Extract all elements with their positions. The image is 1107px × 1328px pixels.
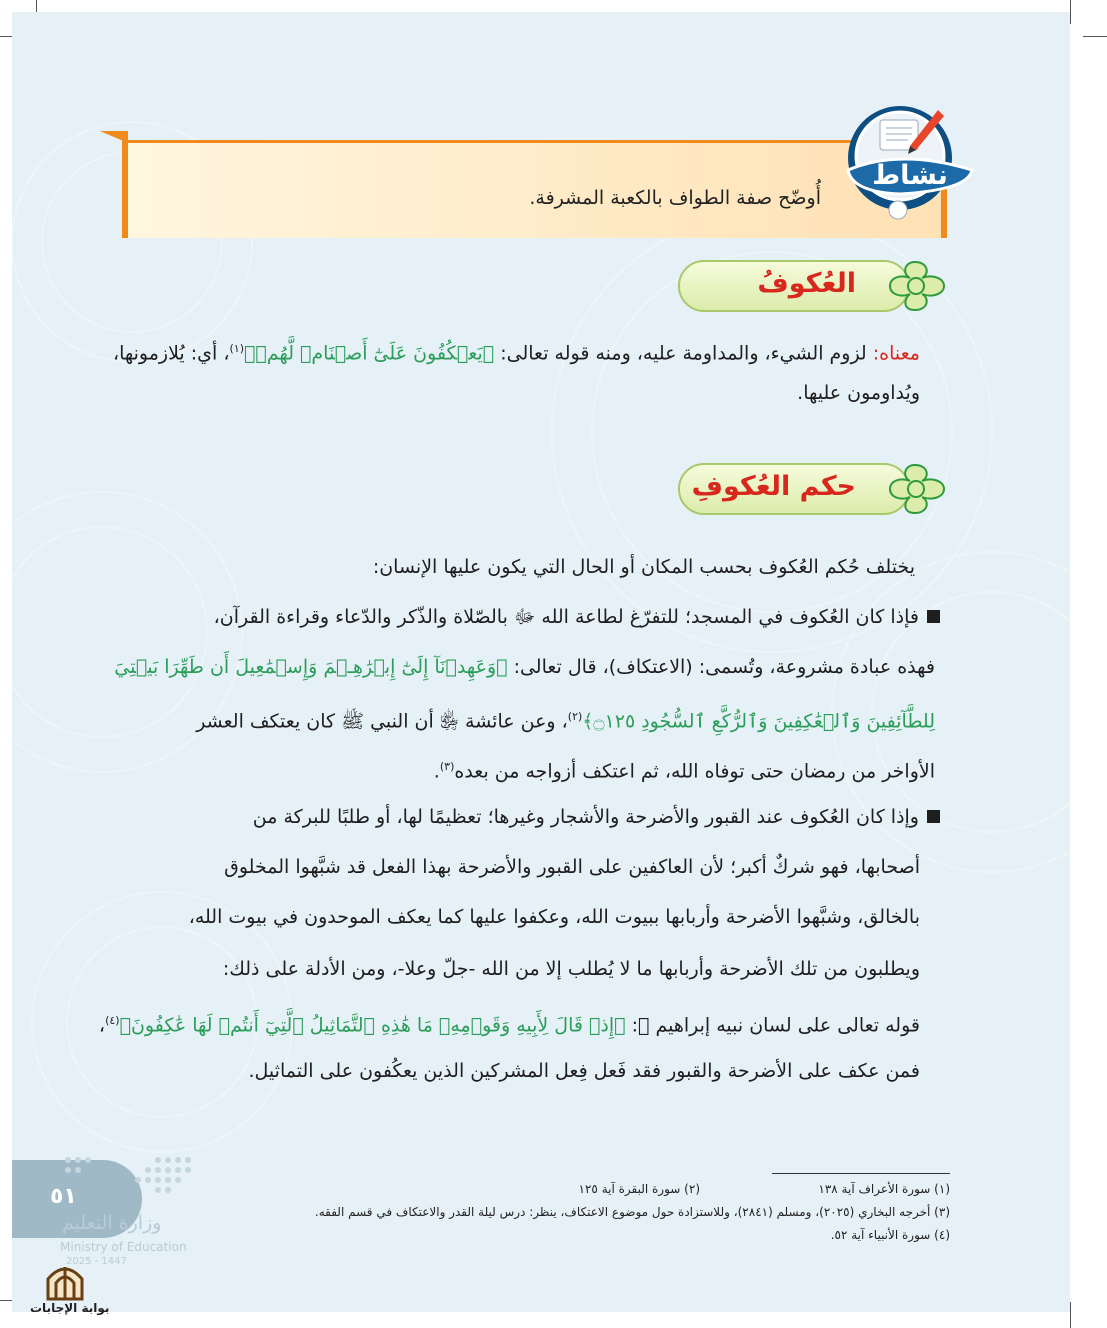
bullet-2-line-6: فمن عكف على الأضرحة والقبور فقد فَعل فِعل المشركين الذين يعكُفون على التماثيل.: [248, 1060, 920, 1082]
footnote-ref: (٤): [105, 1014, 120, 1027]
section-heading-itikaf-ruling: [678, 461, 948, 517]
crop-mark: [1070, 1302, 1071, 1328]
meaning-line-1: معناه: لزوم الشيء، والمداومة عليه، ومنه قوله تعالى: ﴿يَعۡكُفُونَ عَلَىٰٓ أَصۡنَامٖ لَّهُمۡ﴾$^{(١)}$، أي: يُلازمونها،: [112, 342, 920, 365]
footnote-2: (٢) سورة البقرة آية ١٢٥: [578, 1182, 700, 1196]
quran-verse: ﴿وَعَهِدۡنَآ إِلَىٰٓ إِبۡرَٰهِـۧمَ وَإِسۡمَٰعِيلَ أَن طَهِّرَا بَيۡتِيَ: [114, 656, 508, 678]
footnote-1: (١) سورة الأعراف آية ١٣٨: [818, 1182, 950, 1196]
footnote-ref: (١): [229, 342, 244, 355]
ministry-logo-icon: [58, 1150, 208, 1210]
quran-verse: ﴿إِذۡ قَالَ لِأَبِيهِ وَقَوۡمِهِۦ مَا هَٰذِهِ ٱلتَّمَاثِيلُ ٱلَّتِيٓ أَنتُمۡ لَهَا عَٰكِفُونَ﴾: [119, 1014, 626, 1037]
footnote-ref: (٣): [439, 760, 455, 773]
bullet-1-line-1: فإذا كان العُكوف في المسجد؛ للتفرّغ لطاعة الله ﷻ بالصّلاة والذّكر والدّعاء وقراءة القرآن،: [214, 592, 940, 642]
portal-name: بوابة الإجابات: [30, 1301, 110, 1315]
footnote-divider: [772, 1173, 950, 1174]
activity-banner: [122, 140, 947, 238]
bullet-icon: [927, 610, 940, 623]
section-title: حكم العُكوفِ: [691, 471, 856, 502]
section-heading-itikaf: [678, 258, 948, 314]
footnote-ref: (٢): [567, 710, 583, 723]
ministry-name-en: Ministry of Education: [60, 1240, 187, 1254]
bullet-2-line-2: أصحابها، فهو شركٌ أكبر؛ لأن العاكفين على القبور والأضرحة بهذا الفعل قد شبَّهوا المخلوق: [224, 856, 920, 878]
page-number: ٥١: [50, 1184, 77, 1209]
activity-badge: [840, 98, 980, 228]
textbook-page: [12, 12, 1070, 1312]
section-title: العُكوفُ: [757, 268, 856, 299]
crop-mark: [1070, 0, 1071, 24]
activity-instruction: أُوضّح صفة الطواف بالكعبة المشرفة.: [529, 187, 821, 209]
bullet-icon: [927, 810, 940, 823]
bullet-1-line-2: فهذه عبادة مشروعة، وتُسمى: (الاعتكاف)، قال تعالى: ﴿وَعَهِدۡنَآ إِلَىٰٓ إِبۡرَٰهِـۧمَ وَإِسۡمَٰعِيلَ أَن طَهِّرَا بَيۡتِيَ: [114, 656, 935, 678]
activity-badge-label: نشاط: [872, 160, 948, 191]
ministry-year: 2025 - 1447: [66, 1256, 127, 1267]
bullet-2-line-3: بالخالق، وشبَّهوا الأضرحة وأربابها ببيوت الله، وعكفوا عليها كما يعكف الموحدون في بيوت الله،: [188, 906, 920, 928]
meaning-label: معناه:: [872, 342, 920, 365]
ornament-icon: [882, 461, 948, 517]
bullet-1-line-4: الأواخر من رمضان حتى توفاه الله، ثم اعتكف أزواجه من بعده$^{(٣)}$.: [433, 760, 935, 783]
ornament-icon: [882, 258, 948, 314]
footnote-3: (٣) أخرجه البخاري (٢٠٢٥)، ومسلم (٢٨٤١)، وللاستزادة حول موضوع الاعتكاف، ينظر: درس ليلة القدر والاعتكاف في قسم الفقه.: [314, 1205, 950, 1219]
crop-mark: [1083, 36, 1107, 37]
quran-verse: لِلطَّآئِفِينَ وَٱلۡعَٰكِفِينَ وَٱلرُّكَّعِ ٱلسُّجُودِ ۝١٢٥﴾: [582, 710, 935, 733]
quran-verse: ﴿يَعۡكُفُونَ عَلَىٰٓ أَصۡنَامٖ لَّهُمۡ﴾: [243, 342, 495, 365]
bullet-2-line-1: وإذا كان العُكوف عند القبور والأضرحة والأشجار وغيرها؛ تعظيمًا لها، أو طلبًا للبركة من: [253, 792, 940, 842]
bullet-2-line-5: قوله تعالى على لسان نبيه إبراهيم ﵇: ﴿إِذۡ قَالَ لِأَبِيهِ وَقَوۡمِهِۦ مَا هَٰذِهِ ٱلتَّمَاثِيلُ ٱلَّتِيٓ أَنتُمۡ لَهَا عَٰكِفُونَ﴾$^{(٤)}$،: [98, 1014, 920, 1037]
bullet-2-line-4: ويطلبون من تلك الأضرحة وأربابها ما لا يُطلب إلا من الله -جلّ وعلا-، ومن الأدلة على ذلك:: [222, 958, 920, 980]
ministry-name-ar: وزارة التعليم: [62, 1212, 162, 1234]
bullet-1-line-3: لِلطَّآئِفِينَ وَٱلۡعَٰكِفِينَ وَٱلرُّكَّعِ ٱلسُّجُودِ ۝١٢٥﴾$^{(٢)}$، وعن عائشة ﵂ أن النبي ﷺ كان يعتكف العشر: [196, 710, 935, 733]
footnote-4: (٤) سورة الأنبياء آية ٥٢.: [830, 1228, 950, 1242]
ruling-intro: يختلف حُكم العُكوف بحسب المكان أو الحال التي يكون عليها الإنسان:: [372, 556, 915, 578]
meaning-line-2: ويُداومون عليها.: [797, 382, 920, 404]
